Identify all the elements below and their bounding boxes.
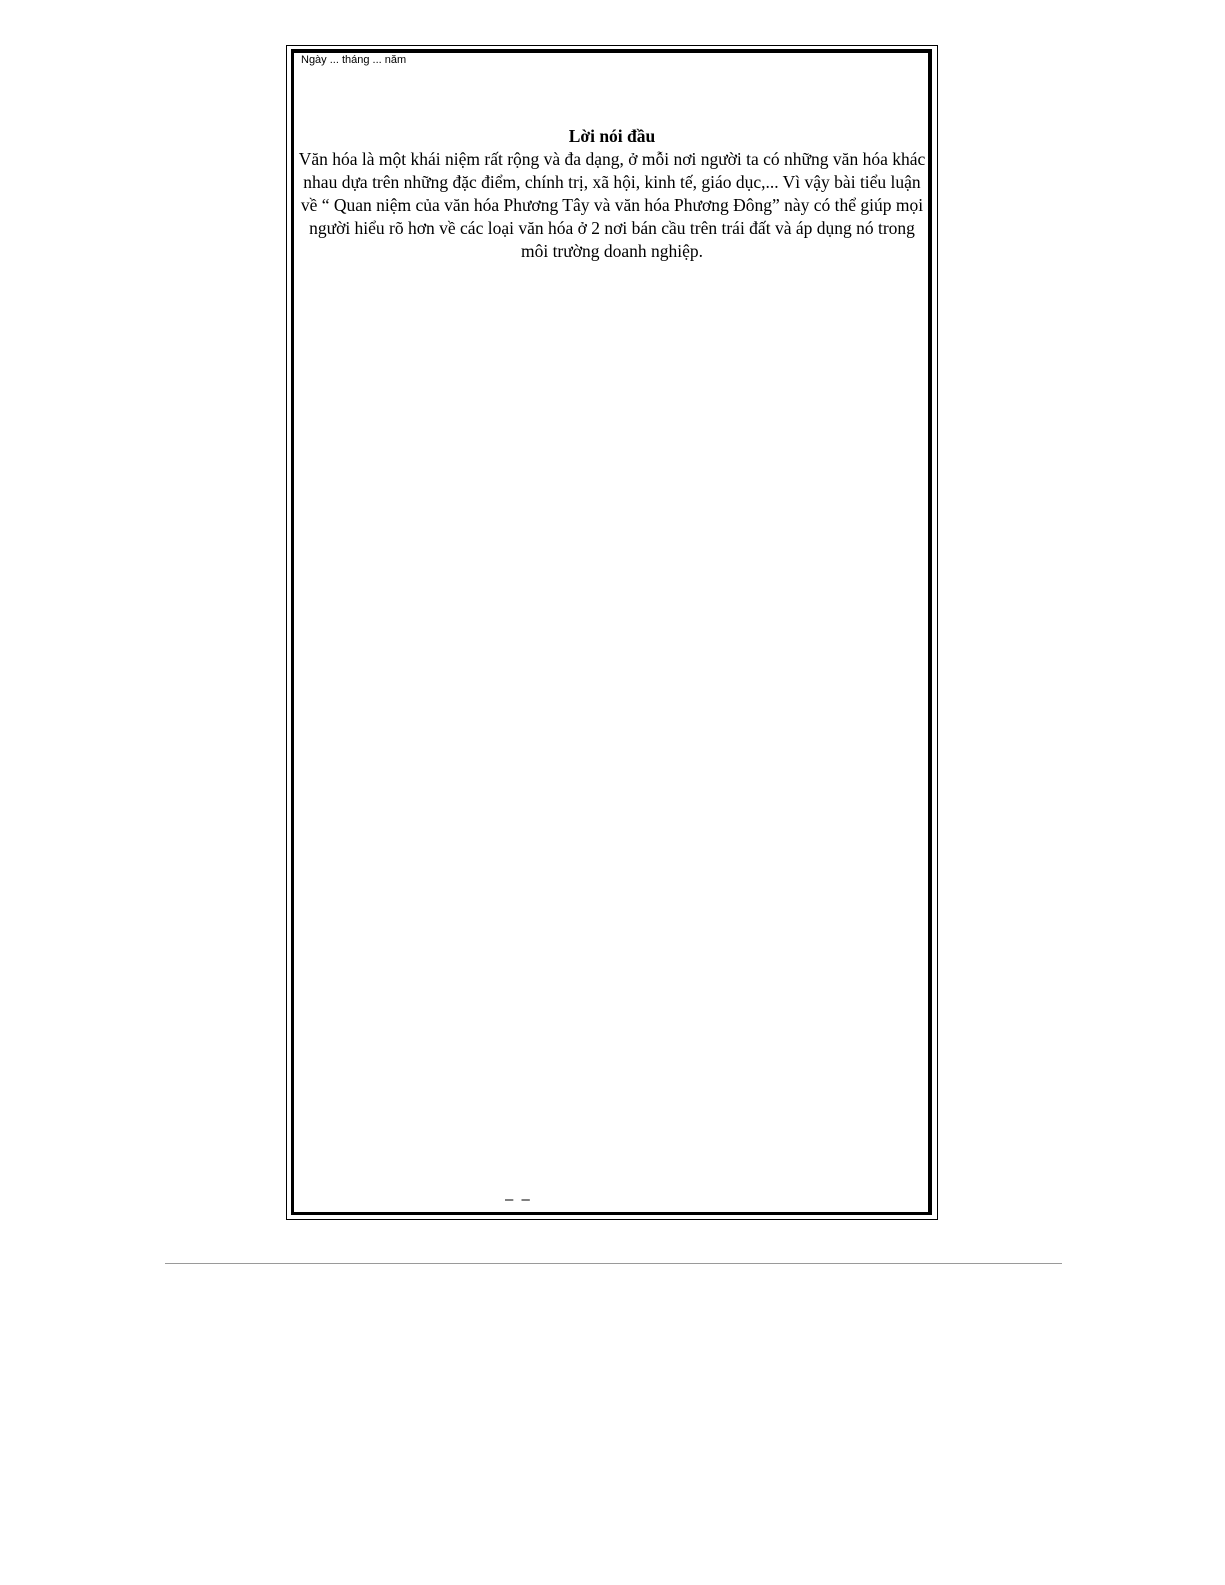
page-separator-line: [165, 1263, 1062, 1264]
document-title: Lời nói đầu: [568, 126, 656, 146]
intro-paragraph: Văn hóa là một khái niệm rất rộng và đa dạng, ở mỗi nơi người ta có những văn hóa khác nhau dựa trên những đặc điểm, chính trị, xã hội, kinh tế, giáo dục,... Vì vậy bài tiểu luận về “ Quan niệm của văn hóa Phương Tây và văn hóa Phương Đông” này có thể giúp mọi người hiểu rõ hơn về các loại văn hóa ở 2 nơi bán cầu trên trái đất và áp dụng nó trong môi trường doanh nghiệp.: [298, 149, 926, 261]
date-line: Ngày ... tháng ... năm: [301, 54, 407, 66]
page-number-marker: – –: [505, 1191, 532, 1208]
document-body: [296, 125, 928, 263]
